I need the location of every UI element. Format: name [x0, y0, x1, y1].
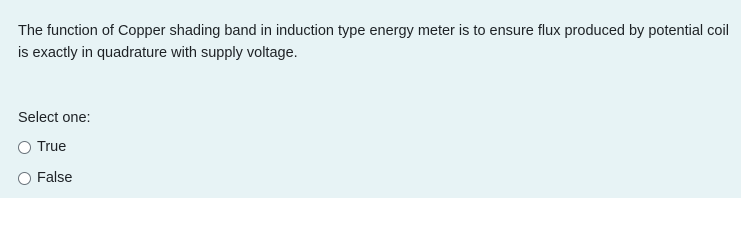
answer-option-false[interactable]: [18, 168, 72, 188]
radio-true[interactable]: [18, 141, 31, 154]
answer-option-true[interactable]: [18, 137, 66, 157]
radio-false[interactable]: [18, 172, 31, 185]
option-label-false: False: [37, 170, 73, 186]
select-one-prompt: Select one:: [18, 110, 91, 126]
option-label-true: True: [37, 139, 67, 155]
question-text: The function of Copper shading band in induction type energy meter is to ensure flux produced by potential coil is exactly in quadrature with supply voltage.: [18, 23, 729, 61]
